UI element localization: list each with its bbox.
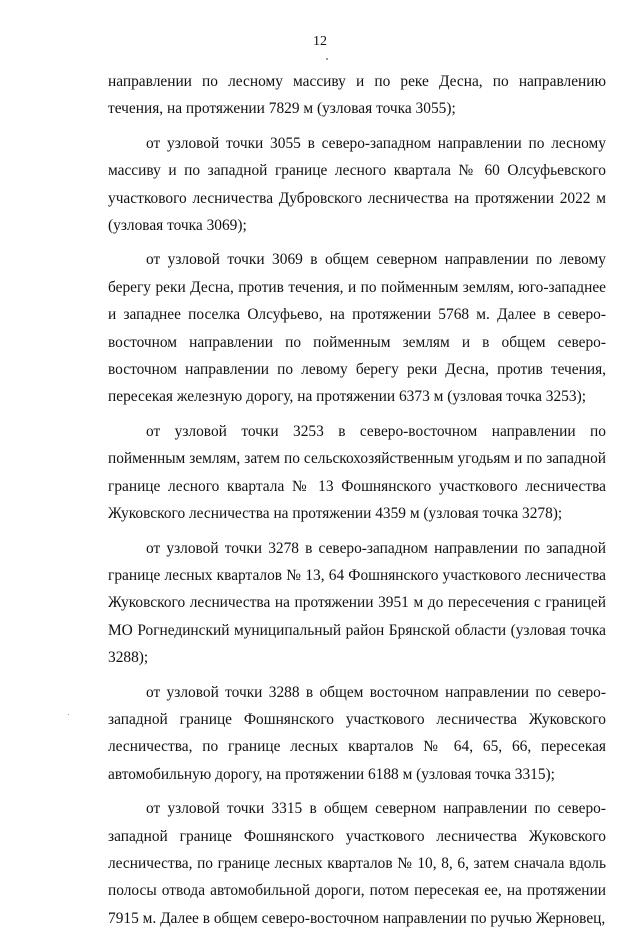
paragraph: от узловой точки 3069 в общем северном направлении по левому берегу реки Десна, против течения, и по пойменным землям, юго-западнее и западнее поселка Олсуфьево, на протяжении 5768 м. Далее в северо-восточном направлении по пойменным землям и в общем северо-восточном направлении по левому берегу реки Десна, против течения, пересекая железную дорогу, на протяжении 6373 м (узловая точка 3253);: [108, 251, 606, 406]
paragraph: направлении по лесному массиву и по реке Десна, по направлению течения, на протяжении 7829 м (узловая точка 3055);: [108, 73, 606, 118]
paragraph: от узловой точки 3278 в северо-западном направлении по западной границе лесных кварталов № 13, 64 Фошнянского участкового лесничества Жуковского лесничества на протяжении 3951 м до пересечения с границей МО Рогнединский муниципальный район Брянской области (узловая точка 3288);: [108, 539, 606, 667]
paragraph: от узловой точки 3055 в северо-западном направлении по лесному массиву и по западной границе лесного квартала № 60 Олсуфьевского участкового лесничества Дубровского лесничества на протяжении 2022 м (узловая точка 3069);: [108, 134, 606, 235]
scan-speck: [326, 58, 328, 60]
document-body: [108, 68, 606, 939]
paragraph: от узловой точки 3288 в общем восточном направлении по северо-западной границе Фошнянского участкового лесничества Жуковского лесничества, по границе лесных кварталов № 64, 65, 66, пересекая автомобильную дорогу, на протяжении 6188 м (узловая точка 3315);: [108, 683, 606, 783]
paragraph: от узловой точки 3315 в общем северном направлении по северо-западной границе Фошнянского участкового лесничества Жуковского лесничества, по границе лесных кварталов № 10, 8, 6, затем сначала вдоль полосы отвода автомобильной дороги, потом пересекая ее, на протяжении 7915 м. Далее в общем северо-восточном направлении по ручью Жерновец,: [108, 800, 606, 927]
paragraph: от узловой точки 3253 в северо-восточном направлении по пойменным землям, затем по сельскохозяйственным угодьям и по западной границе лесного квартала № 13 Фошнянского участкового лесничества Жуковского лесничества на протяжении 4359 м (узловая точка 3278);: [108, 422, 606, 523]
page-number: 12: [313, 34, 327, 49]
scan-speck: [68, 714, 69, 715]
